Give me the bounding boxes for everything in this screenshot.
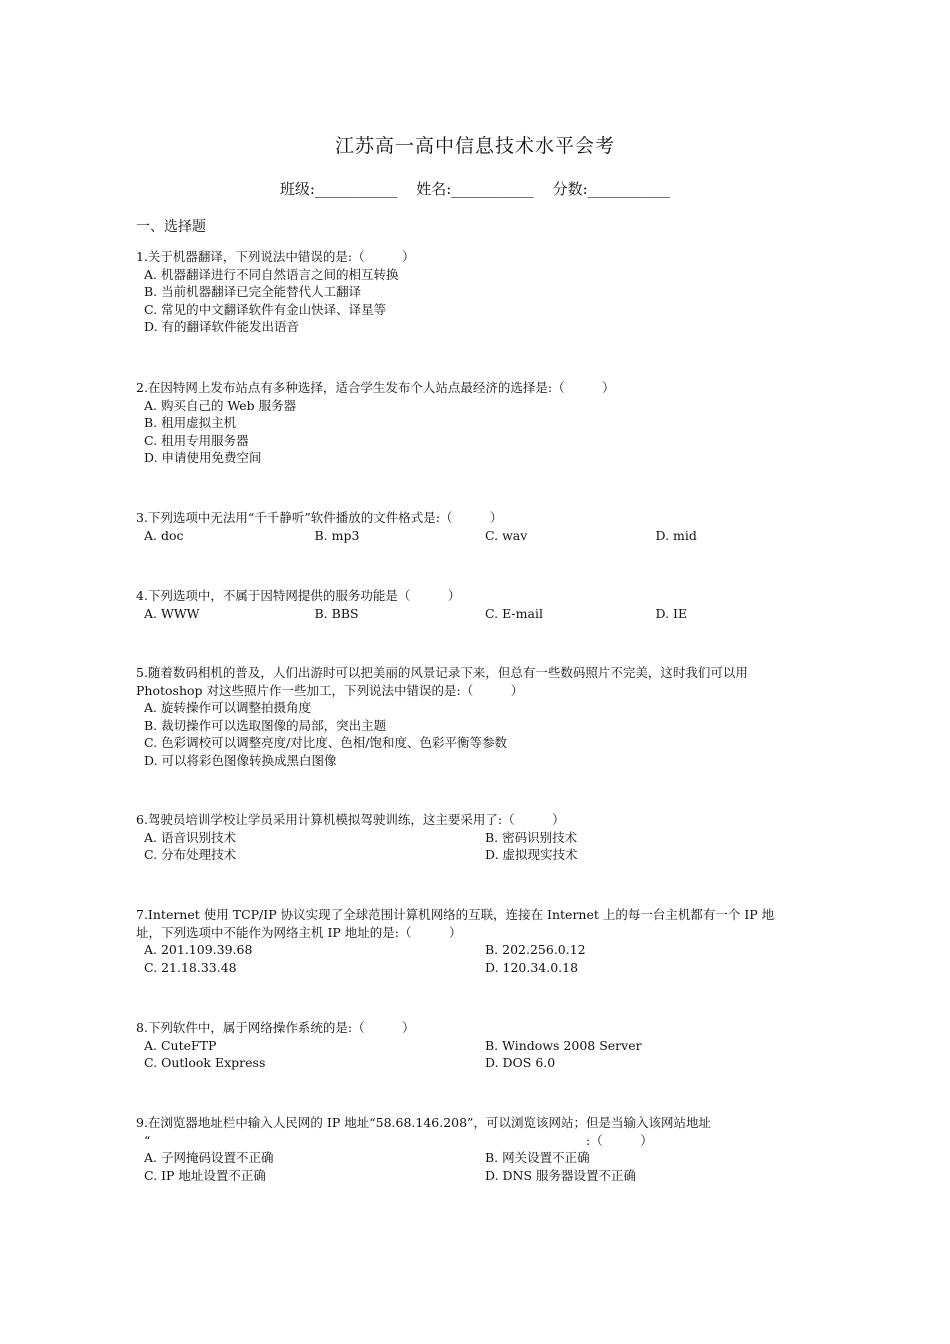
answer-bracket: :（ ） [586, 1132, 653, 1148]
option-c: C. 租用专用服务器 [144, 432, 249, 448]
option-d: D. 有的翻译软件能发出语音 [144, 319, 300, 334]
option-a: A. 旋转操作可以调整拍摄角度 [144, 700, 311, 715]
option-c: C. E-mail [485, 605, 543, 621]
option-a: A. 机器翻译进行不同自然语言之间的相互转换 [144, 266, 399, 282]
option-c: C. 常见的中文翻译软件有金山快译、译星等 [144, 301, 387, 317]
options-row [136, 1054, 826, 1072]
question-stem-line-1: 5.随着数码相机的普及，人们出游时可以把美丽的风景记录下来，但总有一些数码照片不完美，这时我们可以用 [136, 665, 748, 680]
option-b: B. 裁切操作可以选取图像的局部，突出主题 [144, 717, 387, 733]
option-a: A. 购买自己的 Web 服务器 [144, 397, 297, 413]
option-b: B. 密码识别技术 [485, 829, 578, 845]
question-2 [136, 379, 826, 467]
question-stem: 6.驾驶员培训学校让学员采用计算机模拟驾驶训练，这主要采用了:（ ） [136, 812, 565, 827]
class-label: 班级:___________ [279, 180, 398, 198]
name-label: 姓名:___________ [416, 180, 534, 198]
option-d: D. DNS 服务器设置不正确 [485, 1167, 637, 1183]
option-c: C. Outlook Express [144, 1055, 266, 1070]
question-3 [136, 509, 826, 544]
page-title: 江苏高一高中信息技术水平会考 [334, 135, 615, 157]
option-d: D. DOS 6.0 [485, 1055, 556, 1070]
option-c: C. 色彩调校可以调整亮度/对比度、色相/饱和度、色彩平衡等参数 [144, 735, 507, 750]
option-a: A. WWW [144, 605, 200, 621]
question-stem: 8.下列软件中，属于网络操作系统的是:（ ） [136, 1020, 415, 1035]
question-9 [136, 1114, 826, 1184]
option-c: C. wav [485, 527, 528, 543]
option-b: B. 网关设置不正确 [485, 1150, 590, 1165]
options-row [136, 605, 826, 623]
option-c: C. 21.18.33.48 [144, 959, 237, 975]
option-b: B. 租用虚拟主机 [144, 415, 237, 430]
question-stem: 3.下列选项中无法用“千千静听”软件播放的文件格式是:（ ） [136, 510, 503, 525]
option-a: A. CuteFTP [144, 1037, 217, 1053]
question-stem-line-1: 7.Internet 使用 TCP/IP 协议实现了全球范围计算机网络的互联，连接在 Internet 上的每一台主机都有一个 IP 地 [136, 907, 775, 922]
option-a: A. 201.109.39.68 [144, 942, 253, 957]
options-row [136, 1167, 826, 1185]
option-c: C. IP 地址设置不正确 [144, 1167, 266, 1183]
options-row [136, 959, 826, 977]
option-d: D. IE [655, 605, 688, 621]
options-row [136, 1149, 826, 1167]
question-stem: 2.在因特网上发布站点有多种选择，适合学生发布个人站点最经济的选择是:（ ） [136, 380, 615, 395]
option-b: B. 当前机器翻译已完全能替代人工翻译 [144, 284, 362, 299]
question-stem-line-1: 9.在浏览器地址栏中输入人民网的 IP 地址“58.68.146.208”，可以浏览该网站；但是当输入该网站地址 [136, 1115, 711, 1130]
question-stem: 1.关于机器翻译，下列说法中错误的是:（ ） [136, 249, 415, 264]
options-row [136, 941, 826, 959]
question-5 [136, 664, 826, 769]
option-b: B. BBS [314, 605, 359, 621]
student-info-line [0, 178, 950, 199]
options-row [136, 846, 826, 864]
section-heading: 一、选择题 [136, 219, 206, 235]
score-label: 分数:___________ [552, 180, 671, 198]
option-d: D. 虚拟现实技术 [485, 847, 578, 862]
question-7 [136, 906, 826, 976]
option-d: D. mid [655, 527, 697, 543]
option-a: A. doc [144, 527, 184, 543]
question-1 [136, 248, 826, 336]
question-8 [136, 1019, 826, 1072]
option-b: B. 202.256.0.12 [485, 942, 586, 957]
open-quote: “ [144, 1132, 151, 1148]
option-d: D. 申请使用免费空间 [144, 450, 262, 465]
option-b: B. mp3 [314, 527, 360, 543]
option-d: D. 可以将彩色图像转换成黑白图像 [144, 752, 337, 768]
question-stem-line-2: Photoshop 对这些照片作一些加工，下列说法中错误的是:（ ） [136, 682, 524, 698]
question-stem-line-2: 址，下列选项中不能作为网络主机 IP 地址的是:（ ） [136, 924, 462, 940]
option-b: B. Windows 2008 Server [485, 1037, 642, 1053]
question-6 [136, 811, 826, 864]
question-stem: 4.下列选项中，不属于因特网提供的服务功能是（ ） [136, 588, 461, 603]
options-row [136, 527, 826, 545]
option-a: A. 语音识别技术 [144, 829, 236, 845]
option-d: D. 120.34.0.18 [485, 959, 579, 975]
option-a: A. 子网掩码设置不正确 [144, 1150, 274, 1165]
options-row [136, 1037, 826, 1055]
option-c: C. 分布处理技术 [144, 847, 237, 862]
question-stem-line-2 [136, 1132, 826, 1150]
options-row [136, 829, 826, 847]
question-4 [136, 587, 826, 622]
